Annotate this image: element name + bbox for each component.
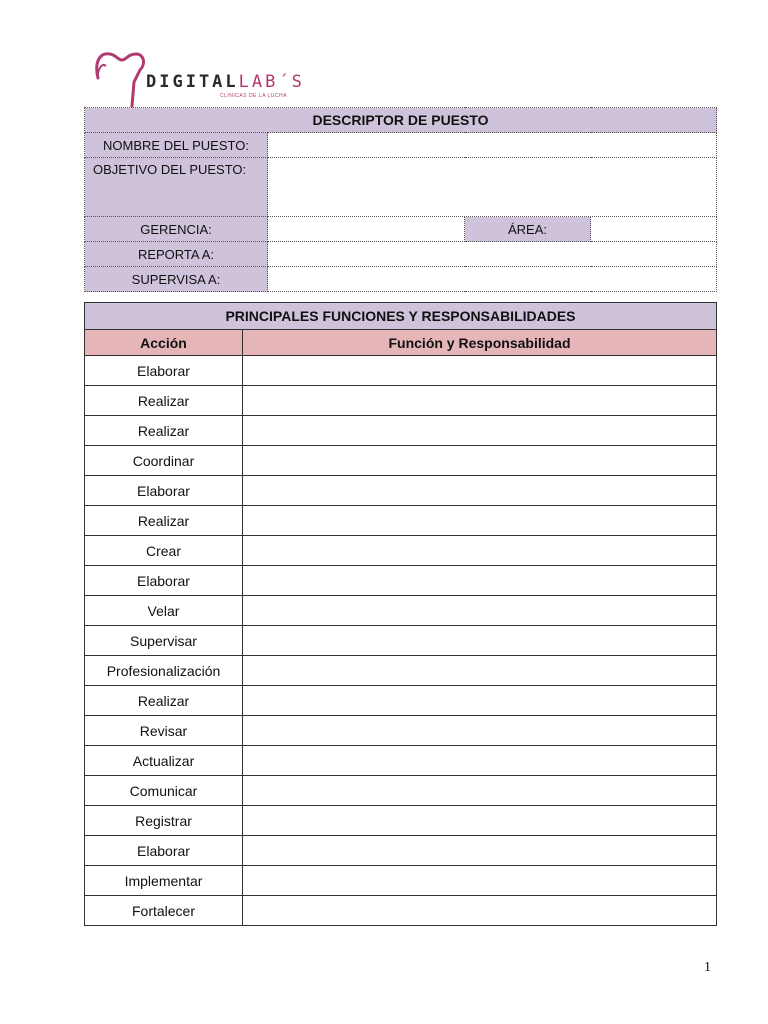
- action-cell: Registrar: [85, 806, 243, 836]
- action-cell: Velar: [85, 596, 243, 626]
- col-header-function: Función y Responsabilidad: [243, 330, 717, 356]
- table-row: [85, 836, 717, 866]
- action-cell: Actualizar: [85, 746, 243, 776]
- table-row: [85, 746, 717, 776]
- table-row: [85, 596, 717, 626]
- table-row: [85, 416, 717, 446]
- action-cell: Crear: [85, 536, 243, 566]
- function-cell[interactable]: [243, 416, 717, 446]
- table-row: [85, 626, 717, 656]
- gerencia-label: GERENCIA:: [85, 217, 268, 242]
- logo-wordmark: [146, 72, 305, 92]
- action-cell: Comunicar: [85, 776, 243, 806]
- gerencia-field[interactable]: [268, 217, 465, 242]
- action-cell: Revisar: [85, 716, 243, 746]
- functions-title: PRINCIPALES FUNCIONES Y RESPONSABILIDADES: [85, 303, 717, 330]
- action-cell: Elaborar: [85, 566, 243, 596]
- functions-body: [85, 356, 717, 926]
- company-logo: [92, 48, 305, 108]
- function-cell[interactable]: [243, 506, 717, 536]
- table-row: [85, 776, 717, 806]
- col-header-action: Acción: [85, 330, 243, 356]
- table-row: [85, 656, 717, 686]
- function-cell[interactable]: [243, 386, 717, 416]
- area-field[interactable]: [591, 217, 717, 242]
- reporta-field[interactable]: [268, 242, 717, 267]
- table-row: [85, 806, 717, 836]
- action-cell: Coordinar: [85, 446, 243, 476]
- action-cell: Realizar: [85, 506, 243, 536]
- table-row: [85, 716, 717, 746]
- function-cell[interactable]: [243, 446, 717, 476]
- action-cell: Elaborar: [85, 476, 243, 506]
- action-cell: Realizar: [85, 686, 243, 716]
- action-cell: Supervisar: [85, 626, 243, 656]
- table-row: [85, 866, 717, 896]
- function-cell[interactable]: [243, 836, 717, 866]
- supervisa-field[interactable]: [268, 267, 717, 292]
- table-row: [85, 356, 717, 386]
- table-row: [85, 476, 717, 506]
- logo-tooth-icon: [92, 48, 152, 110]
- supervisa-label: SUPERVISA A:: [85, 267, 268, 292]
- objetivo-field[interactable]: [268, 158, 717, 217]
- area-label: ÁREA:: [465, 217, 591, 242]
- function-cell[interactable]: [243, 626, 717, 656]
- function-cell[interactable]: [243, 536, 717, 566]
- action-cell: Implementar: [85, 866, 243, 896]
- logo-brand-dark: DIGITAL: [146, 72, 239, 92]
- action-cell: Realizar: [85, 416, 243, 446]
- reporta-label: REPORTA A:: [85, 242, 268, 267]
- function-cell[interactable]: [243, 596, 717, 626]
- descriptor-title: DESCRIPTOR DE PUESTO: [85, 108, 717, 133]
- action-cell: Elaborar: [85, 356, 243, 386]
- action-cell: Fortalecer: [85, 896, 243, 926]
- functions-table: [84, 302, 717, 926]
- function-cell[interactable]: [243, 656, 717, 686]
- function-cell[interactable]: [243, 866, 717, 896]
- function-cell[interactable]: [243, 686, 717, 716]
- function-cell[interactable]: [243, 896, 717, 926]
- function-cell[interactable]: [243, 566, 717, 596]
- table-row: [85, 566, 717, 596]
- page-number: 1: [704, 960, 711, 975]
- action-cell: Profesionalización: [85, 656, 243, 686]
- nombre-label: NOMBRE DEL PUESTO:: [85, 133, 268, 158]
- objetivo-label: OBJETIVO DEL PUESTO:: [85, 158, 268, 217]
- function-cell[interactable]: [243, 746, 717, 776]
- table-row: [85, 386, 717, 416]
- action-cell: Elaborar: [85, 836, 243, 866]
- table-row: [85, 446, 717, 476]
- function-cell[interactable]: [243, 476, 717, 506]
- table-row: [85, 506, 717, 536]
- table-row: [85, 536, 717, 566]
- function-cell[interactable]: [243, 356, 717, 386]
- table-row: [85, 896, 717, 926]
- function-cell[interactable]: [243, 776, 717, 806]
- descriptor-table: [84, 107, 717, 292]
- logo-brand-pink: LAB´S: [238, 72, 305, 92]
- table-row: [85, 686, 717, 716]
- function-cell[interactable]: [243, 806, 717, 836]
- action-cell: Realizar: [85, 386, 243, 416]
- logo-tagline: CLINICAS DE LA LUCHA: [220, 93, 287, 99]
- nombre-field[interactable]: [268, 133, 717, 158]
- function-cell[interactable]: [243, 716, 717, 746]
